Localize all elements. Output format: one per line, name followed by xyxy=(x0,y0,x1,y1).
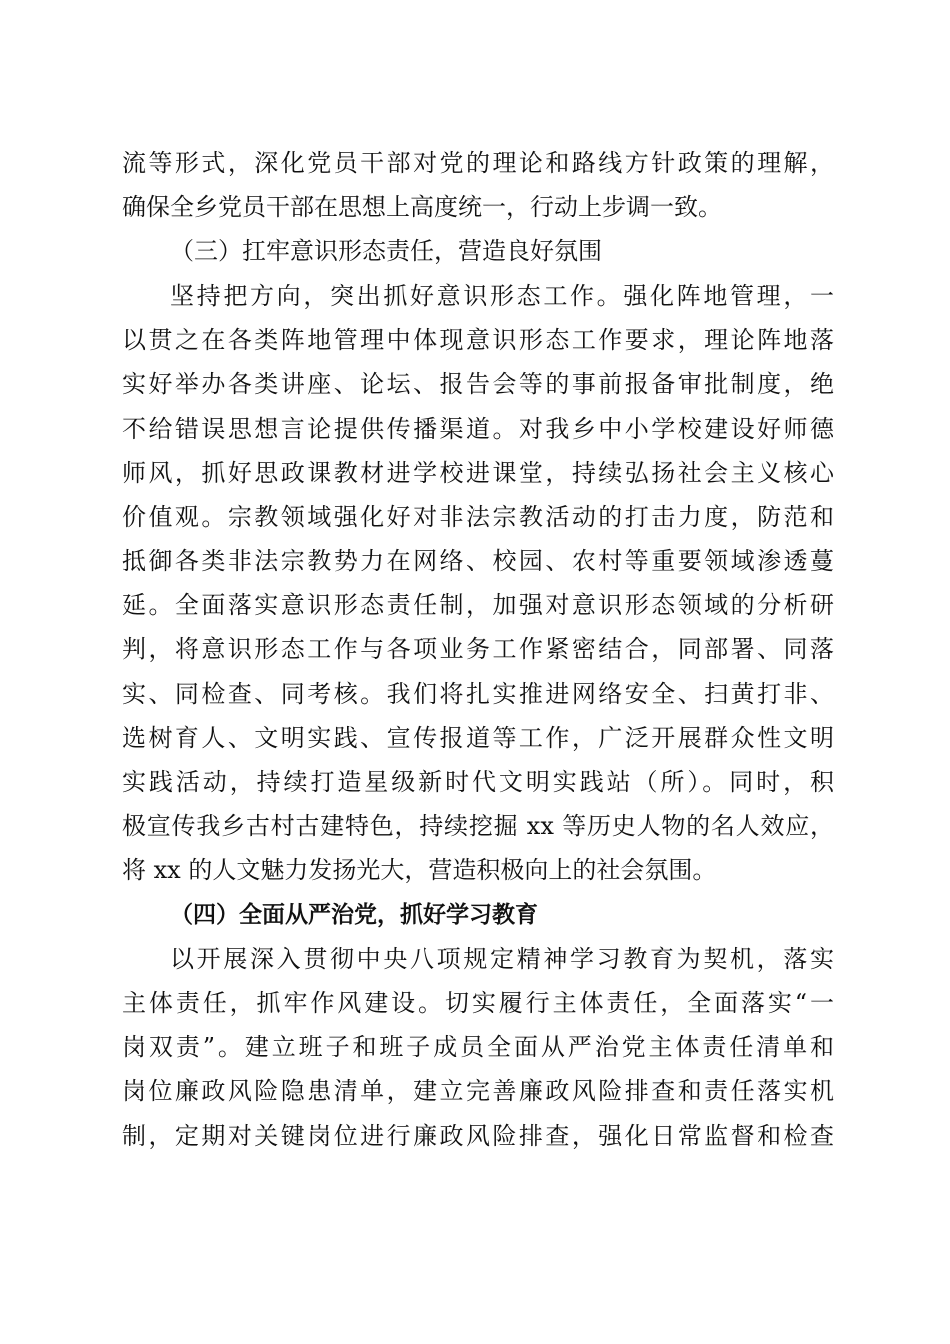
body-text-line: 主体责任，抓牢作风建设。切实履行主体责任，全面落实“一 xyxy=(122,989,834,1017)
body-text-line: 以贯之在各类阵地管理中体现意识形态工作要求，理论阵地落 xyxy=(122,326,834,354)
body-text-line: 极宣传我乡古村古建特色，持续挖掘 xx 等历史人物的名人效应， xyxy=(122,812,834,840)
body-text-line: 价值观。宗教领域强化好对非法宗教活动的打击力度，防范和 xyxy=(122,503,834,531)
body-text-line: 师风，抓好思政课教材进学校进课堂，持续弘扬社会主义核心 xyxy=(122,459,834,487)
body-text-line: 实践活动，持续打造星级新时代文明实践站（所）。同时，积 xyxy=(122,768,834,796)
body-text-line: 确保全乡党员干部在思想上高度统一，行动上步调一致。 xyxy=(122,193,722,221)
body-text-line: 岗位廉政风险隐患清单，建立完善廉政风险排查和责任落实机 xyxy=(122,1077,834,1105)
body-text-line: 不给错误思想言论提供传播渠道。对我乡中小学校建设好师德 xyxy=(122,415,834,443)
body-text-line: 实、同检查、同考核。我们将扎实推进网络安全、扫黄打非、 xyxy=(122,680,834,708)
body-text-line: 实好举办各类讲座、论坛、报告会等的事前报备审批制度，绝 xyxy=(122,370,834,398)
body-text-line: 制，定期对关键岗位进行廉政风险排查，强化日常监督和检查 xyxy=(122,1122,834,1150)
body-text-line: 坚持把方向，突出抓好意识形态工作。强化阵地管理，一 xyxy=(170,282,834,310)
body-text-line: 将 xx 的人文魅力发扬光大，营造积极向上的社会氛围。 xyxy=(122,856,717,884)
body-text-line: 延。全面落实意识形态责任制，加强对意识形态领域的分析研 xyxy=(122,591,834,619)
body-text-line: 岗双责”。建立班子和班子成员全面从严治党主体责任清单和 xyxy=(122,1033,834,1061)
body-text-line: 以开展深入贯彻中央八项规定精神学习教育为契机，落实 xyxy=(170,945,834,973)
body-text-line: 选树育人、文明实践、宣传报道等工作，广泛开展群众性文明 xyxy=(122,724,834,752)
section-heading-three: （三）扛牢意识形态责任，营造良好氛围 xyxy=(170,237,602,265)
body-text-line: 判，将意识形态工作与各项业务工作紧密结合，同部署、同落 xyxy=(122,635,834,663)
body-text-line: 抵御各类非法宗教势力在网络、校园、农村等重要领域渗透蔓 xyxy=(122,547,834,575)
body-text-line: 流等形式，深化党员干部对党的理论和路线方针政策的理解， xyxy=(122,149,834,177)
section-heading-four: （四）全面从严治党，抓好学习教育 xyxy=(170,902,538,928)
